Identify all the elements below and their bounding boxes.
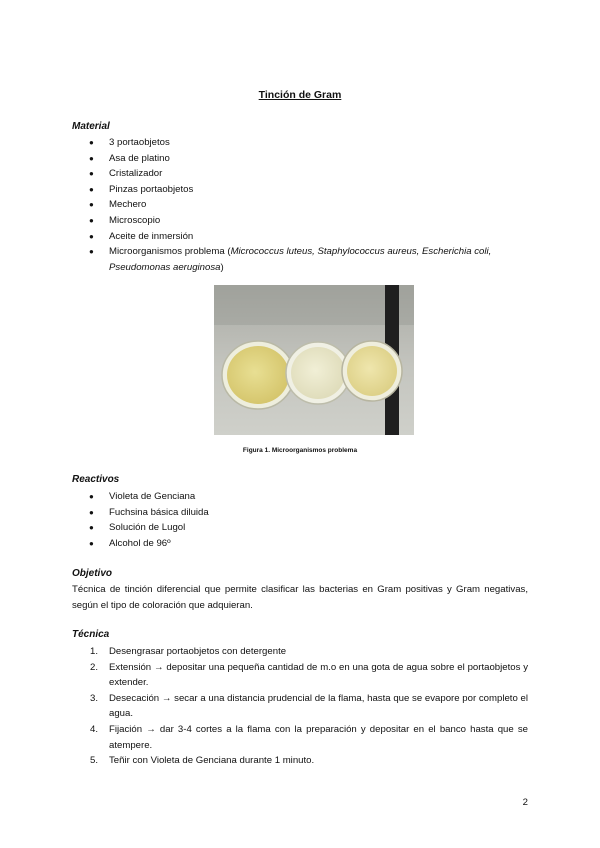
problem-species-cont: Pseudomonas aeruginosa bbox=[109, 261, 221, 273]
list-item: ● Asa de platino bbox=[72, 151, 532, 167]
step-text: Teñir con Violeta de Genciana durante 1 minuto. bbox=[109, 755, 315, 767]
page-number: 2 bbox=[522, 797, 528, 808]
step-text: Extensión → depositar una pequeña cantidad de m.o en una gota de agua sobre el portaobjetos y extender. bbox=[109, 661, 528, 689]
list-item bbox=[72, 644, 528, 660]
problem-prefix: Microorganismos problema ( bbox=[109, 246, 231, 258]
list-item: ● Microscopio bbox=[72, 213, 532, 229]
step-number: 3. bbox=[90, 692, 99, 704]
list-item: ● Mechero bbox=[72, 197, 532, 213]
list-item: ● Fuchsina básica diluida bbox=[72, 505, 532, 521]
step-number: 5. bbox=[90, 755, 99, 767]
list-item: ● Cristalizador bbox=[72, 166, 532, 182]
objetivo-text: Técnica de tinción diferencial que permite clasificar las bacterias en Gram positivas y Gram negativas, según el tipo de coloración que adquieran. bbox=[72, 584, 528, 611]
reactivos-heading: Reactivos bbox=[72, 474, 120, 485]
list-item bbox=[72, 660, 528, 691]
tecnica-heading: Técnica bbox=[72, 629, 110, 640]
list-item: ● 3 portaobjetos bbox=[72, 135, 532, 151]
list-item: ● Aceite de inmersión bbox=[72, 229, 532, 245]
step-text: Fijación → dar 3-4 cortes a la flama con la preparación y depositar en el banco hasta que se atempere. bbox=[109, 723, 528, 751]
list-item: ● Solución de Lugol bbox=[72, 520, 532, 536]
reactivos-list bbox=[72, 489, 532, 551]
list-item: ● Alcohol de 96º bbox=[72, 536, 532, 552]
problem-suffix: ) bbox=[220, 261, 224, 273]
list-item bbox=[72, 244, 532, 275]
list-item: ● Violeta de Genciana bbox=[72, 489, 532, 505]
step-number: 2. bbox=[90, 661, 99, 673]
step-number: 1. bbox=[90, 646, 99, 657]
problem-species: Micrococcus luteus, Staphylococcus aureus, Escherichia coli, bbox=[230, 246, 492, 258]
material-list bbox=[72, 135, 532, 275]
list-item bbox=[72, 753, 528, 769]
list-item bbox=[72, 722, 528, 753]
list-item: ● Pinzas portaobjetos bbox=[72, 182, 532, 198]
material-heading: Material bbox=[72, 121, 110, 132]
tecnica-list bbox=[72, 644, 528, 769]
petri-dishes-photo bbox=[214, 285, 414, 435]
step-text: Desecación → secar a una distancia prudencial de la flama, hasta que se evapore por completo el agua. bbox=[109, 692, 528, 720]
objetivo-heading: Objetivo bbox=[72, 568, 113, 579]
step-text: Desengrasar portaobjetos con detergente bbox=[109, 646, 287, 657]
list-item bbox=[72, 691, 528, 722]
figure-caption: Figura 1. Microorganismos problema bbox=[242, 447, 358, 454]
page-title: Tinción de Gram bbox=[258, 89, 342, 101]
step-number: 4. bbox=[90, 723, 99, 735]
